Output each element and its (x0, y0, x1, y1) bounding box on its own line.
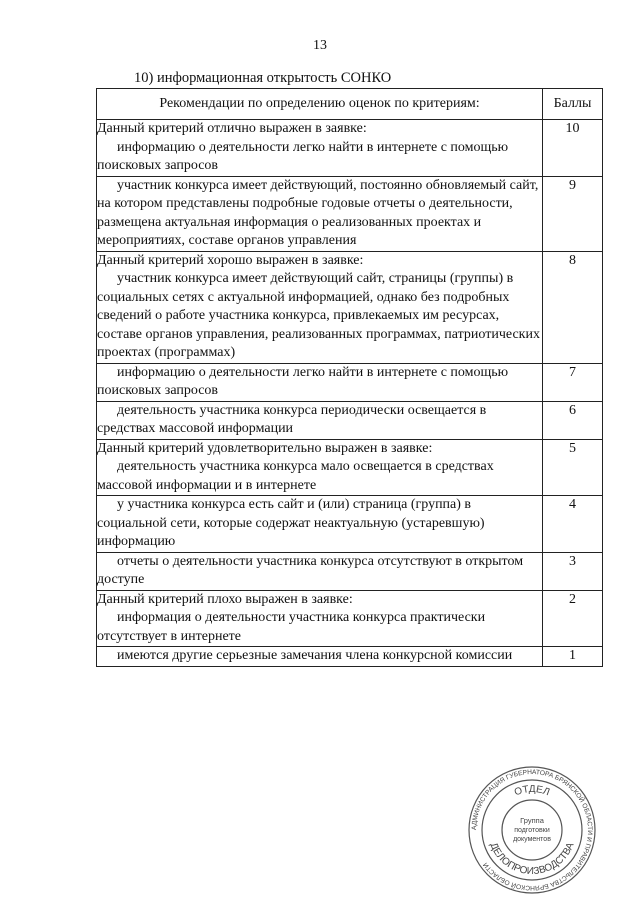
score-cell: 1 (543, 647, 603, 667)
criteria-text: деятельность участника конкурса мало освещается в средствах массовой информации и в интернете (97, 459, 494, 493)
criteria-text: информация о деятельности участника конкурса практически отсутствует в интернете (97, 610, 486, 644)
score-cell: 6 (543, 401, 603, 439)
table-header-row (97, 89, 603, 120)
criteria-cell (97, 552, 543, 590)
stamp-center-1: Группа (520, 816, 544, 825)
criteria-cell (97, 176, 543, 251)
score-cell: 8 (543, 251, 603, 363)
score-cell: 9 (543, 176, 603, 251)
table-row (97, 363, 603, 401)
criteria-text: имеются другие серьезные замечания члена конкурсной комиссии (117, 648, 513, 663)
header-criteria: Рекомендации по определению оценок по критериям: (97, 89, 543, 120)
table-row (97, 647, 603, 667)
table-row (97, 439, 603, 496)
criteria-lead: Данный критерий плохо выражен в заявке: (97, 591, 353, 607)
criteria-cell (97, 590, 543, 647)
score-cell: 5 (543, 439, 603, 496)
table-row (97, 120, 603, 177)
criteria-text: информацию о деятельности легко найти в интернете с помощью поисковых запросов (97, 139, 509, 173)
criteria-cell (97, 496, 543, 553)
stamp-center-3: документов (513, 836, 551, 843)
criteria-lead: Данный критерий отлично выражен в заявке: (97, 121, 367, 136)
table-row (97, 496, 603, 553)
score-cell: 7 (543, 363, 603, 401)
stamp-center-2: подготовки (514, 827, 550, 834)
stamp-dept-top: ОТДЕЛ (513, 783, 552, 799)
criteria-text: участник конкурса имеет действующий, постоянно обновляемый сайт, на котором представлены подробные годовые отчеты о деятельности, размещена актуальная информация о реализованных проектах и мероприятиях, составе органов управления (97, 177, 539, 248)
score-cell: 10 (543, 120, 603, 177)
table-row (97, 176, 603, 251)
score-cell: 3 (543, 552, 603, 590)
criteria-text: у участника конкурса есть сайт и (или) страница (группа) в социальной сети, которые содержат неактуальную (устаревшую) информацию (97, 497, 485, 549)
official-stamp (467, 765, 597, 895)
score-cell: 2 (543, 590, 603, 647)
table-row (97, 251, 603, 363)
criteria-cell (97, 439, 543, 496)
criteria-cell (97, 647, 543, 667)
table-row (97, 590, 603, 647)
criteria-cell (97, 251, 543, 363)
criteria-text: отчеты о деятельности участника конкурса отсутствуют в открытом доступе (97, 553, 524, 587)
criteria-lead: Данный критерий удовлетворительно выражен в заявке: (97, 440, 433, 456)
criteria-table (96, 88, 603, 667)
criteria-cell (97, 401, 543, 439)
criteria-lead: Данный критерий хорошо выражен в заявке: (97, 252, 364, 268)
table-row (97, 401, 603, 439)
criteria-cell (97, 363, 543, 401)
header-score: Баллы (543, 89, 603, 120)
section-title: 10) информационная открытость СОНКО (134, 70, 392, 86)
score-cell: 4 (543, 496, 603, 553)
criteria-text: участник конкурса имеет действующий сайт, страницы (группы) в социальных сетях с актуальной информацией, однако без подробных сведений о работе участника конкурса, привлекаемых им ресурсах, составе органов управления, реализованных программах, патриотических проектах (программах) (97, 271, 540, 360)
criteria-text: информацию о деятельности легко найти в интернете с помощью поисковых запросов (97, 364, 509, 398)
page-number: 13 (313, 38, 327, 53)
criteria-text: деятельность участника конкурса периодически освещается в средствах массовой информации (97, 402, 487, 436)
stamp-dept-bottom: ДЕЛОПРОИЗВОДСТВА (487, 841, 577, 878)
criteria-cell (97, 120, 543, 177)
stamp-outer-text: АДМИНИСТРАЦИЯ ГУБЕРНАТОРА БРЯНСКОЙ ОБЛАСТИ И ПРАВИТЕЛЬСТВА БРЯНСКОЙ ОБЛАСТИ (470, 768, 594, 892)
table-row (97, 552, 603, 590)
